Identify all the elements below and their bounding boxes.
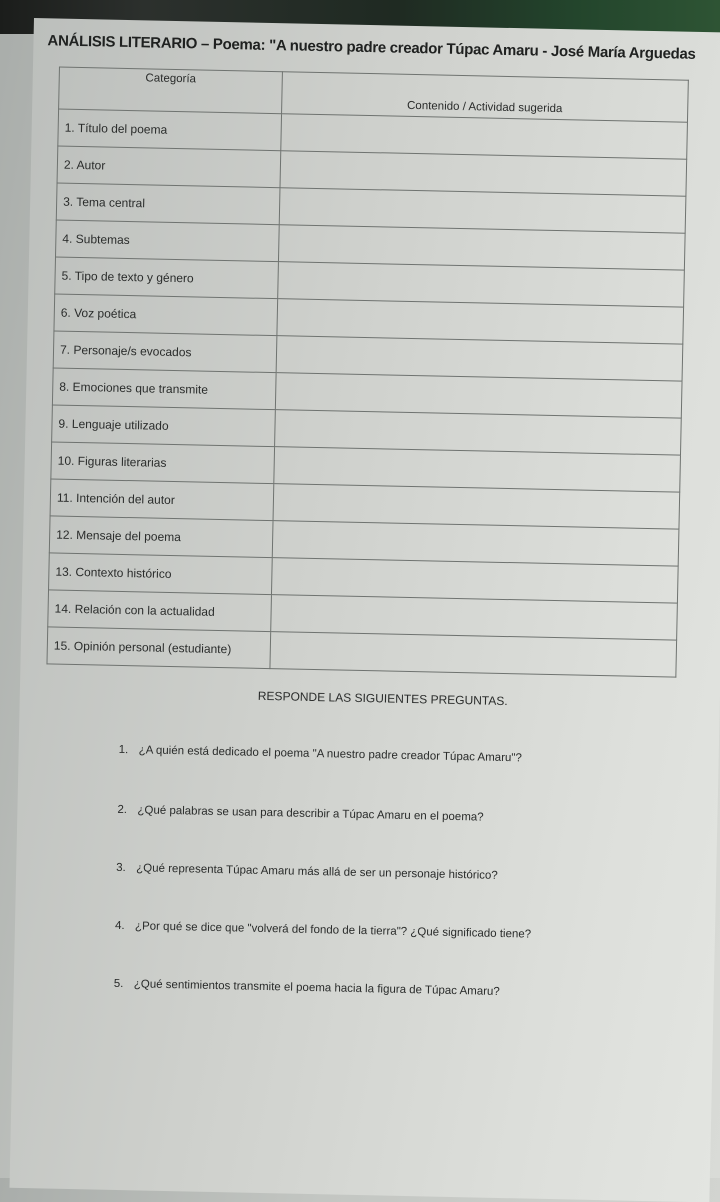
row-label: 1. Título del poema: [58, 109, 282, 151]
row-label: 11. Intención del autor: [50, 479, 274, 521]
question-number: 2.: [117, 803, 128, 817]
row-label: 6. Voz poética: [54, 294, 278, 336]
row-label: 15. Opinión personal (estudiante): [47, 627, 271, 669]
analysis-table: [46, 67, 688, 678]
question-text: ¿Qué sentimientos transmite el poema hacia la figura de Túpac Amaru?: [133, 978, 500, 998]
question-text: ¿Por qué se dice que "volverá del fondo de la tierra"? ¿Qué significado tiene?: [134, 920, 532, 941]
question-number: 1.: [118, 743, 129, 757]
row-label: 7. Personaje/s evocados: [53, 331, 277, 373]
question-text: ¿Qué representa Túpac Amaru más allá de ser un personaje histórico?: [136, 862, 498, 882]
questions-heading: RESPONDE LAS SIGUIENTES PREGUNTAS.: [257, 688, 508, 709]
row-label: 10. Figuras literarias: [51, 442, 275, 484]
question-text: ¿A quién está dedicado el poema "A nuestro padre creador Túpac Amaru"?: [138, 744, 522, 765]
question-item: [115, 920, 531, 941]
question-number: 4.: [114, 919, 125, 933]
question-number: 5.: [113, 977, 124, 991]
column-header-content: Contenido / Actividad sugerida: [282, 72, 689, 122]
row-label: 14. Relación con la actualidad: [48, 590, 272, 632]
question-item: [119, 744, 522, 764]
question-item: [117, 804, 483, 824]
question-number: 3.: [116, 861, 126, 875]
row-label: 12. Mensaje del poema: [49, 516, 273, 558]
row-label: 2. Autor: [57, 146, 281, 188]
question-text: ¿Qué palabras se usan para describir a Túpac Amaru en el poema?: [137, 804, 484, 824]
row-label: 4. Subtemas: [55, 220, 279, 262]
question-item: [116, 862, 498, 882]
row-label: 5. Tipo de texto y género: [55, 257, 279, 299]
question-item: [114, 978, 500, 998]
answer-cell[interactable]: [270, 632, 677, 677]
column-header-category: Categoría: [59, 67, 283, 114]
row-label: 8. Emociones que transmite: [52, 368, 276, 410]
row-label: 13. Contexto histórico: [49, 553, 273, 595]
page-title: ANÁLISIS LITERARIO – Poema: "A nuestro padre creador Túpac Amaru - José María Arguedas: [47, 32, 696, 63]
worksheet-page: [9, 18, 720, 1202]
row-label: 3. Tema central: [56, 183, 280, 225]
row-label: 9. Lenguaje utilizado: [52, 405, 276, 447]
